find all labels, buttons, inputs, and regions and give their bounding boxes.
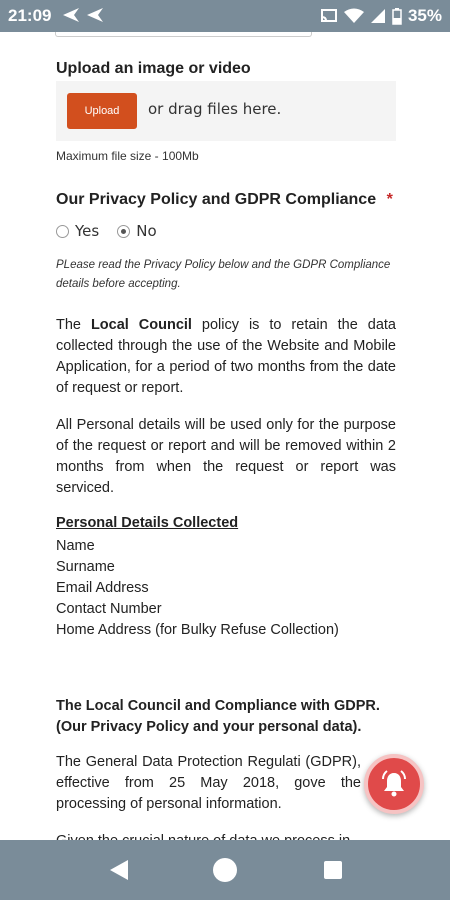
detail-item: Surname	[56, 559, 115, 575]
upload-button[interactable]: Upload	[67, 93, 137, 129]
android-nav-bar	[0, 840, 450, 900]
detail-item: Email Address	[56, 580, 149, 596]
upload-dropzone[interactable]	[56, 81, 396, 141]
details-list	[56, 536, 339, 641]
detail-item: Home Address (for Bulky Refuse Collection)	[56, 622, 339, 638]
privacy-label	[56, 191, 393, 209]
max-file-size: Maximum file size - 100Mb	[56, 149, 199, 163]
home-icon[interactable]	[213, 858, 237, 882]
wifi-icon	[344, 8, 364, 24]
privacy-label-text: Our Privacy Policy and GDPR Compliance	[56, 191, 377, 208]
required-mark: *	[386, 191, 393, 208]
notification-bell-button[interactable]	[364, 754, 424, 814]
details-heading: Personal Details Collected	[56, 515, 239, 531]
radio-no-label[interactable]: No	[136, 222, 157, 240]
signal-icon	[370, 8, 386, 24]
send-icon	[62, 7, 80, 23]
policy-para1-post: policy is to retain the data collected through the use of the Website and Mobile Application, for a period of two months from the date of request or report.	[56, 317, 396, 396]
form-content	[0, 32, 450, 840]
send-icon	[86, 7, 104, 23]
radio-no[interactable]	[117, 225, 130, 238]
previous-input-field[interactable]	[55, 32, 312, 37]
battery-percent: 35%	[407, 6, 442, 25]
privacy-note: PLease read the Privacy Policy below and the GDPR Compliance details before accepting.	[56, 259, 391, 290]
cast-icon	[320, 8, 338, 24]
policy-para1-bold: Local Council	[90, 317, 192, 333]
policy-paragraph-2: All Personal details will be used only for the purpose of the request or report and will be removed within 2 months from when the request or report was serviced.	[56, 417, 396, 496]
policy-paragraph-1	[56, 315, 396, 399]
status-right	[320, 6, 442, 26]
battery-icon	[392, 8, 402, 25]
detail-item: Name	[56, 538, 95, 554]
radio-yes-label[interactable]: Yes	[75, 222, 100, 240]
gdpr-paragraph: The General Data Protection Regulati (GDPR), effective from 25 May 2018, gove the processing of personal information.	[56, 754, 361, 812]
detail-item: Contact Number	[56, 601, 162, 617]
status-bar	[0, 0, 450, 32]
status-time: 21:09	[8, 6, 52, 25]
bell-icon	[381, 770, 407, 798]
recent-apps-icon[interactable]	[324, 861, 342, 879]
upload-label: Upload an image or video	[56, 60, 251, 77]
radio-yes[interactable]	[56, 225, 69, 238]
back-icon[interactable]	[108, 858, 130, 882]
gdpr-heading: The Local Council and Compliance with GDPR. (Our Privacy Policy and your personal data).	[56, 698, 380, 735]
policy-para1-pre: The	[56, 317, 91, 333]
privacy-radio-group	[56, 222, 157, 240]
upload-hint: or drag files here.	[148, 100, 282, 118]
notification-icons	[62, 7, 104, 23]
